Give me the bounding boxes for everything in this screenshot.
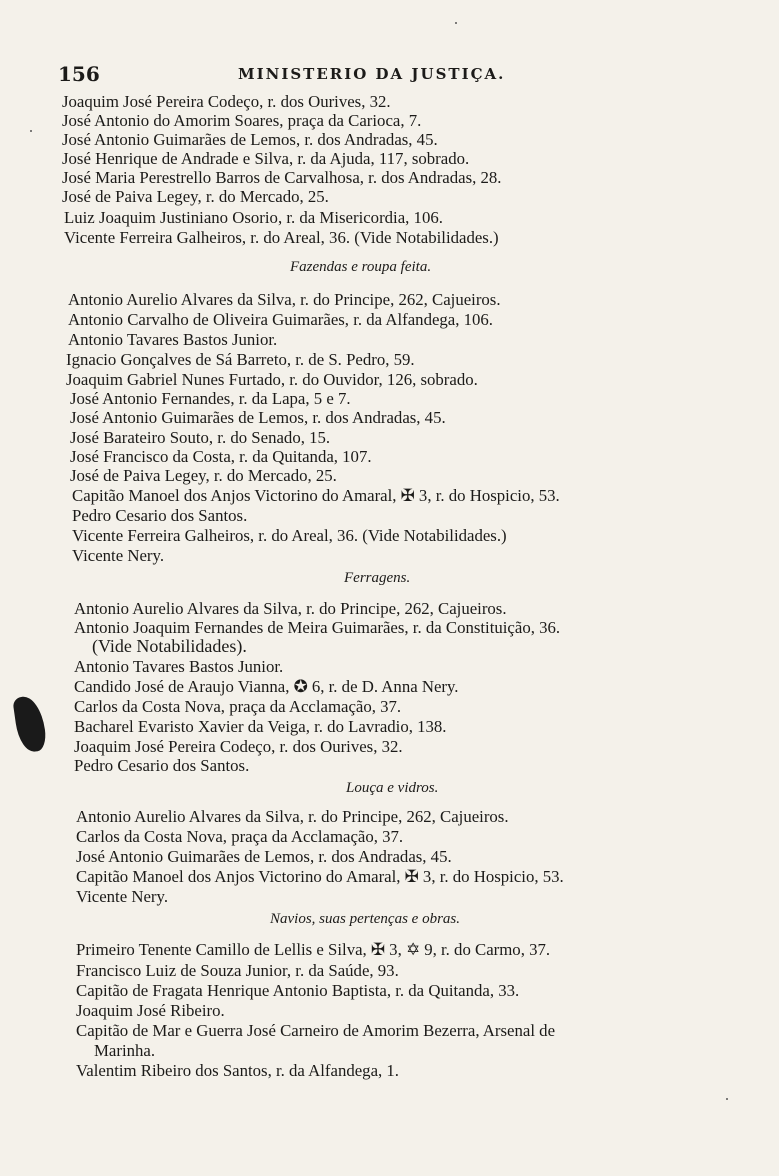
list-entry: Pedro Cesario dos Santos. bbox=[72, 506, 248, 525]
list-entry: Capitão de Fragata Henrique Antonio Baptista, r. da Quitanda, 33. bbox=[76, 981, 520, 1000]
list-entry: José Henrique de Andrade e Silva, r. da Ajuda, 117, sobrado. bbox=[62, 149, 470, 168]
list-entry: José Maria Perestrello Barros de Carvalhosa, r. dos Andradas, 28. bbox=[62, 168, 502, 187]
paper-speck bbox=[726, 1098, 728, 1100]
list-entry: José Francisco da Costa, r. da Quitanda, 107. bbox=[70, 447, 372, 466]
list-entry: Ignacio Gonçalves de Sá Barreto, r. de S. Pedro, 59. bbox=[66, 350, 415, 369]
list-entry: Antonio Tavares Bastos Junior. bbox=[68, 330, 278, 349]
list-entry: (Vide Notabilidades). bbox=[92, 636, 247, 656]
section-heading: Ferragens. bbox=[344, 570, 411, 586]
list-entry: Vicente Ferreira Galheiros, r. do Areal, 36. (Vide Notabilidades.) bbox=[64, 228, 499, 247]
list-entry: José de Paiva Legey, r. do Mercado, 25. bbox=[70, 466, 337, 485]
page-header bbox=[58, 62, 738, 86]
section-heading: Navios, suas pertenças e obras. bbox=[270, 911, 460, 927]
list-entry: José Antonio Guimarães de Lemos, r. dos Andradas, 45. bbox=[70, 408, 446, 427]
list-entry: Capitão de Mar e Guerra José Carneiro de Amorim Bezerra, Arsenal de bbox=[76, 1021, 556, 1040]
list-entry: Francisco Luiz de Souza Junior, r. da Saúde, 93. bbox=[76, 961, 399, 980]
list-entry: Antonio Aurelio Alvares da Silva, r. do Principe, 262, Cajueiros. bbox=[76, 807, 509, 826]
list-entry: Pedro Cesario dos Santos. bbox=[74, 756, 250, 775]
list-entry: Antonio Tavares Bastos Junior. bbox=[74, 657, 284, 676]
list-entry: Joaquim José Ribeiro. bbox=[76, 1001, 225, 1020]
list-entry: Joaquim José Pereira Codeço, r. dos Ourives, 32. bbox=[74, 737, 403, 756]
list-entry: Joaquim José Pereira Codeço, r. dos Ourives, 32. bbox=[62, 92, 391, 111]
list-entry: Candido José de Araujo Vianna, ✪ 6, r. de D. Anna Nery. bbox=[74, 677, 459, 696]
ink-blot-decoration bbox=[12, 694, 48, 753]
list-entry: Carlos da Costa Nova, praça da Acclamação, 37. bbox=[76, 827, 404, 846]
paper-speck bbox=[455, 22, 457, 24]
list-entry: José Antonio Fernandes, r. da Lapa, 5 e 7. bbox=[70, 389, 351, 408]
list-entry: Luiz Joaquim Justiniano Osorio, r. da Misericordia, 106. bbox=[64, 208, 443, 227]
page-number: 156 bbox=[58, 62, 100, 86]
list-entry: Carlos da Costa Nova, praça da Acclamação, 37. bbox=[74, 697, 402, 716]
list-entry: Primeiro Tenente Camillo de Lellis e Silva, ✠ 3, ✡ 9, r. do Carmo, 37. bbox=[76, 940, 551, 959]
list-entry: José Antonio do Amorim Soares, praça da Carioca, 7. bbox=[62, 111, 422, 130]
paper-speck bbox=[30, 130, 32, 132]
list-entry: José Antonio Guimarães de Lemos, r. dos Andradas, 45. bbox=[62, 130, 438, 149]
list-entry: Antonio Carvalho de Oliveira Guimarães, r. da Alfandega, 106. bbox=[68, 310, 494, 329]
list-entry: José Antonio Guimarães de Lemos, r. dos Andradas, 45. bbox=[76, 847, 452, 866]
list-entry: Valentim Ribeiro dos Santos, r. da Alfandega, 1. bbox=[76, 1061, 399, 1080]
list-entry: José de Paiva Legey, r. do Mercado, 25. bbox=[62, 187, 329, 206]
list-entry: Vicente Nery. bbox=[72, 546, 165, 565]
list-entry: Capitão Manoel dos Anjos Victorino do Amaral, ✠ 3, r. do Hospicio, 53. bbox=[76, 867, 564, 886]
section-heading: Louça e vidros. bbox=[346, 780, 439, 796]
list-entry: Capitão Manoel dos Anjos Victorino do Amaral, ✠ 3, r. do Hospicio, 53. bbox=[72, 486, 560, 505]
list-entry: Joaquim Gabriel Nunes Furtado, r. do Ouvidor, 126, sobrado. bbox=[66, 370, 478, 389]
list-entry: Vicente Ferreira Galheiros, r. do Areal, 36. (Vide Notabilidades.) bbox=[72, 526, 507, 545]
running-title: MINISTERIO DA JUSTIÇA. bbox=[238, 65, 506, 83]
list-entry: José Barateiro Souto, r. do Senado, 15. bbox=[70, 428, 331, 447]
list-entry: Antonio Aurelio Alvares da Silva, r. do Principe, 262, Cajueiros. bbox=[74, 599, 507, 618]
list-entry: Marinha. bbox=[94, 1041, 156, 1060]
section-heading: Fazendas e roupa feita. bbox=[290, 259, 432, 275]
list-entry: Antonio Joaquim Fernandes de Meira Guimarães, r. da Constituição, 36. bbox=[74, 618, 561, 637]
list-entry: Antonio Aurelio Alvares da Silva, r. do Principe, 262, Cajueiros. bbox=[68, 290, 501, 309]
list-entry: Bacharel Evaristo Xavier da Veiga, r. do Lavradio, 138. bbox=[74, 717, 447, 736]
list-entry: Vicente Nery. bbox=[76, 887, 169, 906]
